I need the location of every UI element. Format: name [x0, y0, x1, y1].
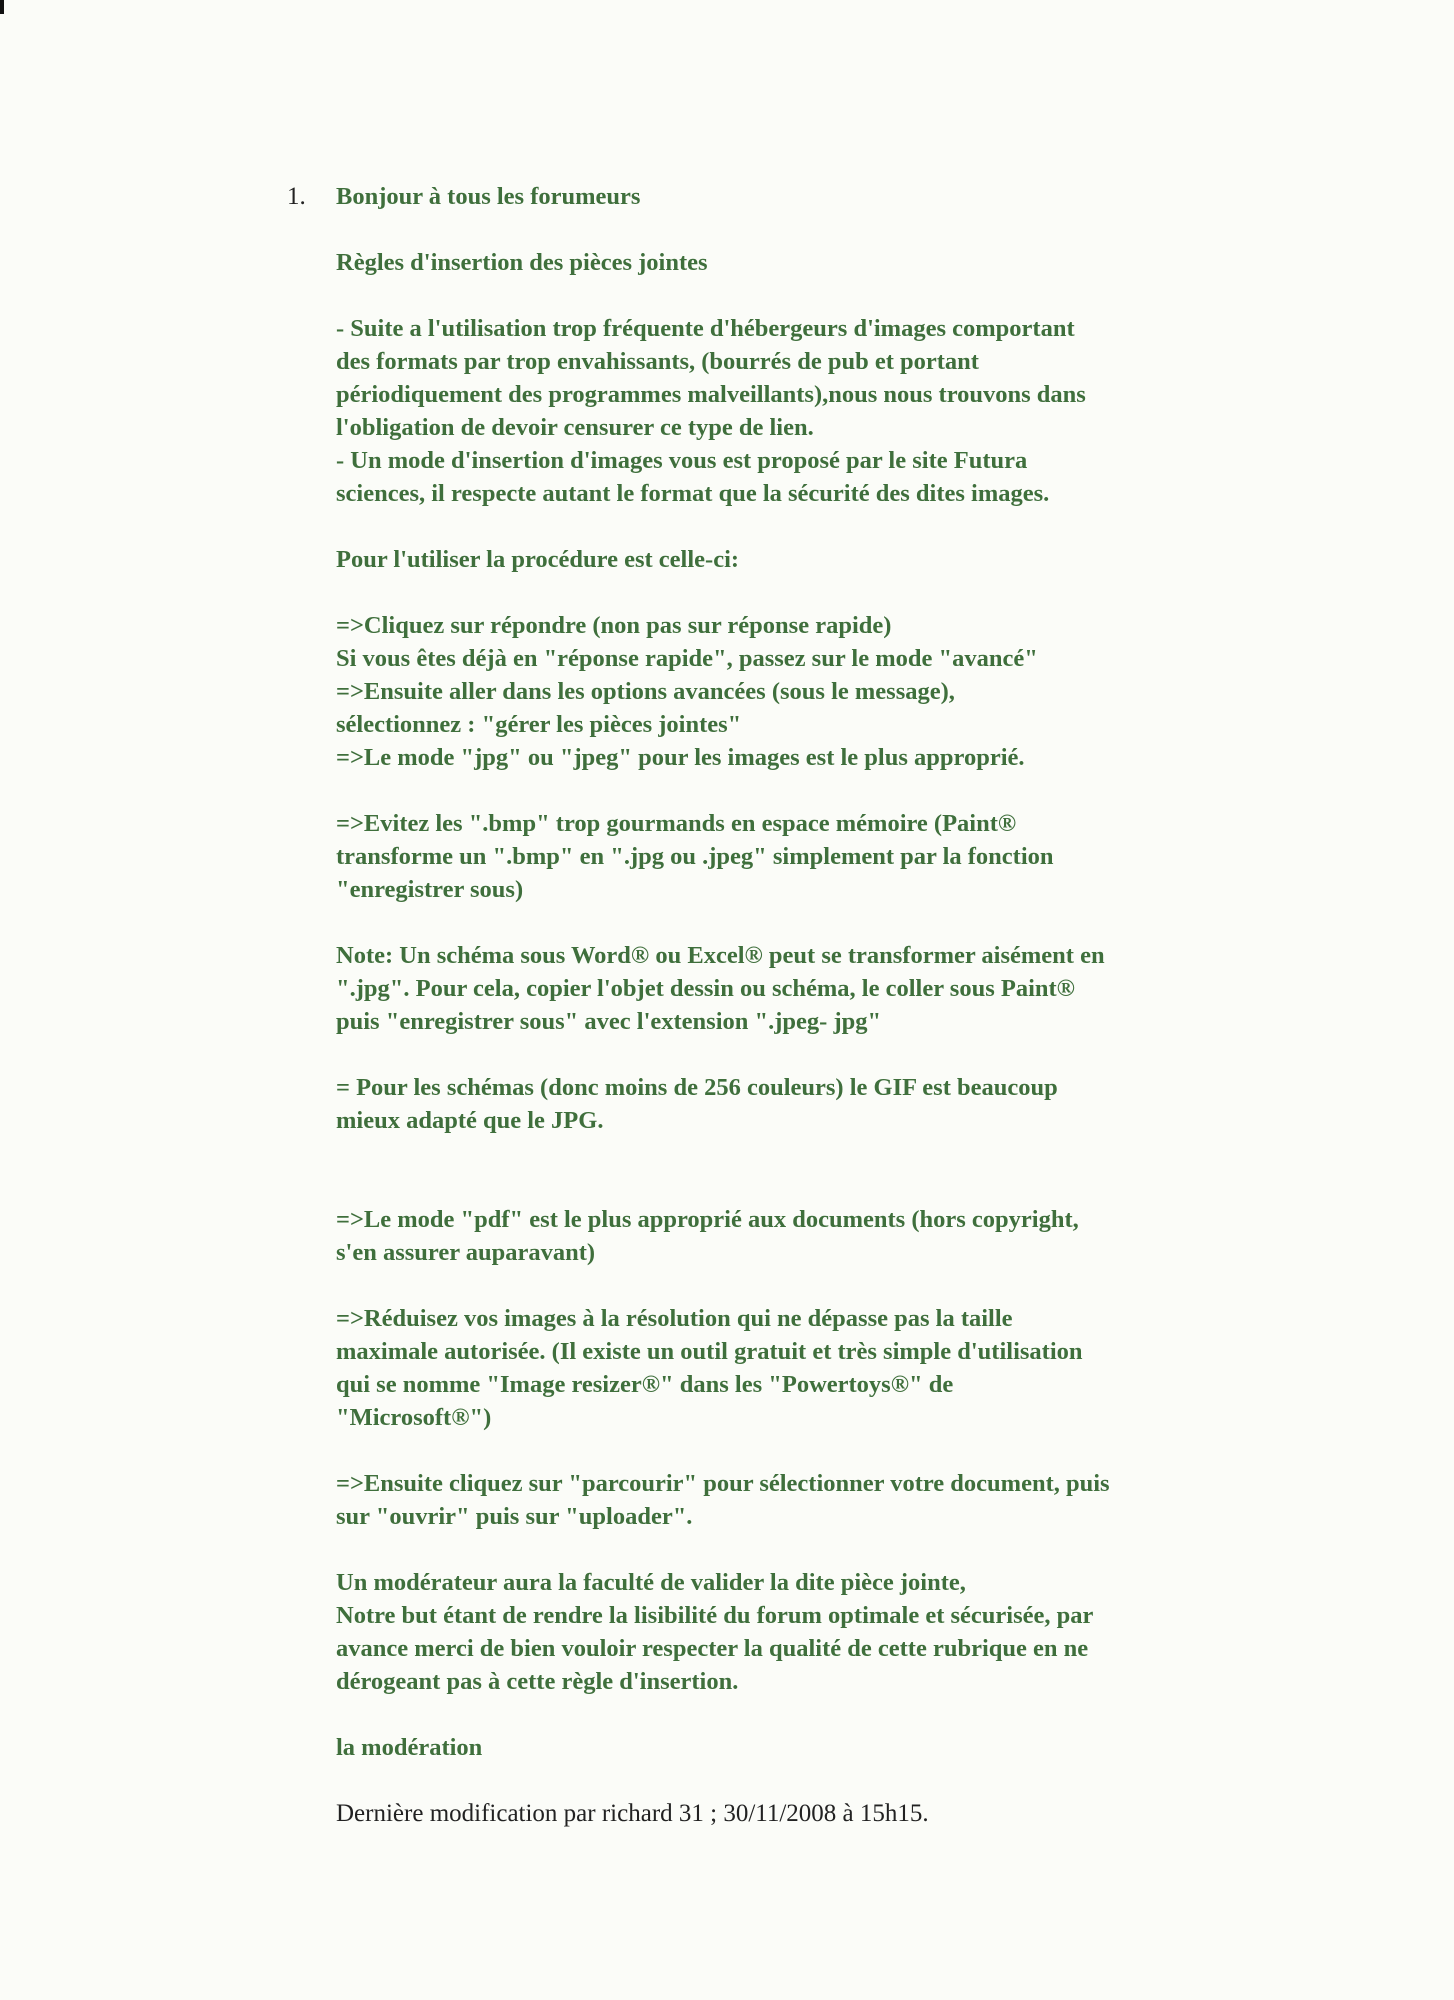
text-line: qui se nomme "Image resizer®" dans les "Powertoys®" de — [336, 1371, 954, 1398]
text-line: s'en assurer auparavant) — [336, 1239, 596, 1266]
text-line: mieux adapté que le JPG. — [336, 1107, 604, 1134]
text-line: l'obligation de devoir censurer ce type de lien. — [336, 414, 814, 441]
text-line: dérogeant pas à cette règle d'insertion. — [336, 1668, 739, 1695]
signature: la modération — [336, 1734, 483, 1761]
text-line: - Un mode d'insertion d'images vous est proposé par le site Futura — [336, 447, 1028, 474]
spacer — [336, 510, 1267, 543]
step-line: sélectionnez : "gérer les pièces jointes" — [336, 711, 742, 738]
bmp-note — [336, 807, 1267, 906]
last-modified-note: Dernière modification par richard 31 ; 30/11/2008 à 15h15. — [336, 1800, 929, 1827]
document-page — [287, 180, 1267, 1830]
spacer — [336, 1698, 1267, 1731]
text-line: puis "enregistrer sous" avec l'extension ".jpeg- jpg" — [336, 1008, 882, 1035]
procedure-heading: Pour l'utiliser la procédure est celle-ci: — [336, 546, 740, 573]
step-line: =>Le mode "jpg" ou "jpeg" pour les images est le plus approprié. — [336, 744, 1025, 771]
pdf-note — [336, 1203, 1267, 1269]
spacer — [336, 576, 1267, 609]
document-title: Règles d'insertion des pièces jointes — [336, 249, 708, 276]
step-line: =>Ensuite aller dans les options avancées (sous le message), — [336, 678, 955, 705]
gif-note — [336, 1071, 1267, 1137]
text-line: Note: Un schéma sous Word® ou Excel® peut se transformer aisément en — [336, 942, 1105, 969]
intro-paragraph — [336, 312, 1267, 510]
text-line: sur "ouvrir" puis sur "uploader". — [336, 1503, 693, 1530]
steps-paragraph — [336, 609, 1267, 774]
text-line: =>Ensuite cliquez sur "parcourir" pour sélectionner votre document, puis — [336, 1470, 1110, 1497]
resize-note — [336, 1302, 1267, 1434]
text-line: Notre but étant de rendre la lisibilité du forum optimale et sécurisée, par — [336, 1602, 1094, 1629]
text-line: =>Evitez les ".bmp" trop gourmands en espace mémoire (Paint® — [336, 810, 1017, 837]
word-excel-note — [336, 939, 1267, 1038]
text-line: =>Réduisez vos images à la résolution qui ne dépasse pas la taille — [336, 1305, 1013, 1332]
spacer — [336, 213, 1267, 246]
step-line: Si vous êtes déjà en "réponse rapide", passez sur le mode "avancé" — [336, 645, 1038, 672]
spacer — [336, 906, 1267, 939]
text-line: - Suite a l'utilisation trop fréquente d'hébergeurs d'images comportant — [336, 315, 1075, 342]
list-number: 1. — [287, 183, 306, 210]
text-line: des formats par trop envahissants, (bourrés de pub et portant — [336, 348, 979, 375]
spacer — [336, 1269, 1267, 1302]
spacer — [336, 1137, 1267, 1203]
text-line: sciences, il respecte autant le format que la sécurité des dites images. — [336, 480, 1050, 507]
spacer — [336, 1764, 1267, 1797]
spacer — [336, 1533, 1267, 1566]
text-line: "Microsoft®") — [336, 1404, 492, 1431]
text-line: ".jpg". Pour cela, copier l'objet dessin ou schéma, le coller sous Paint® — [336, 975, 1075, 1002]
text-line: périodiquement des programmes malveillants),nous nous trouvons dans — [336, 381, 1086, 408]
greeting: Bonjour à tous les forumeurs — [336, 183, 641, 210]
upload-note — [336, 1467, 1267, 1533]
spacer — [336, 1038, 1267, 1071]
step-line: =>Cliquez sur répondre (non pas sur réponse rapide) — [336, 612, 892, 639]
document-content — [336, 180, 1267, 1830]
text-line: maximale autorisée. (Il existe un outil gratuit et très simple d'utilisation — [336, 1338, 1083, 1365]
text-line: avance merci de bien vouloir respecter la qualité de cette rubrique en ne — [336, 1635, 1089, 1662]
text-line: =>Le mode "pdf" est le plus approprié aux documents (hors copyright, — [336, 1206, 1079, 1233]
text-line: "enregistrer sous) — [336, 876, 524, 903]
spacer — [336, 774, 1267, 807]
scan-edge-mark — [0, 0, 4, 14]
spacer — [336, 279, 1267, 312]
spacer — [336, 1434, 1267, 1467]
closing-paragraph — [336, 1566, 1267, 1698]
text-line: = Pour les schémas (donc moins de 256 couleurs) le GIF est beaucoup — [336, 1074, 1058, 1101]
text-line: Un modérateur aura la faculté de valider la dite pièce jointe, — [336, 1569, 966, 1596]
text-line: transforme un ".bmp" en ".jpg ou .jpeg" simplement par la fonction — [336, 843, 1054, 870]
